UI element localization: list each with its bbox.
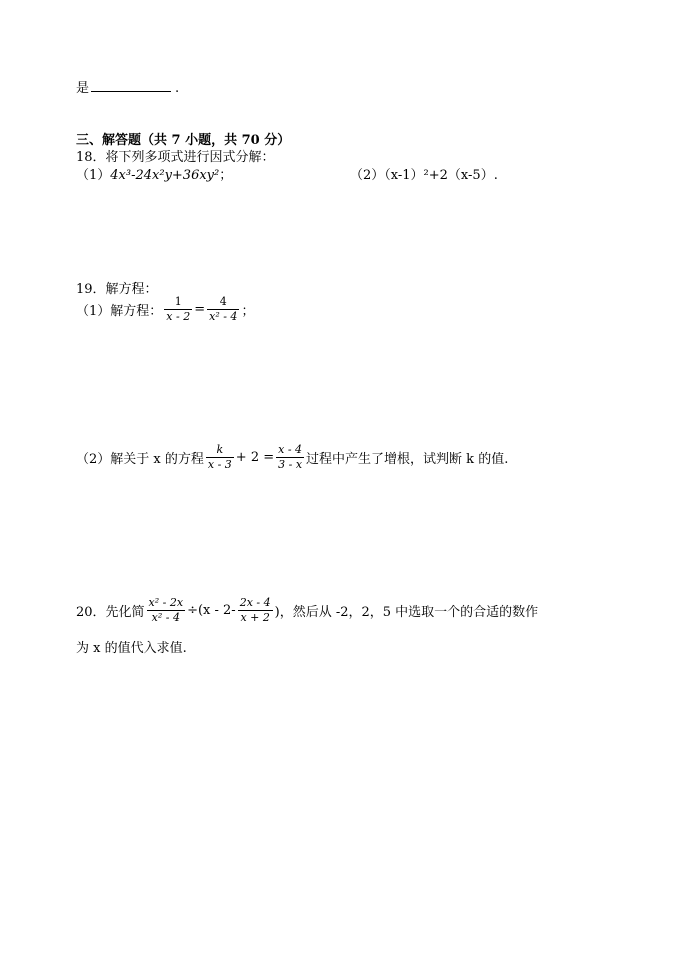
q18-title: 18．将下列多项式进行因式分解： bbox=[76, 150, 275, 165]
q20-fraction-2 bbox=[238, 597, 273, 624]
fraction-denominator: x - 2 bbox=[166, 310, 191, 324]
equals-sign: = bbox=[194, 302, 206, 318]
q19-title: 19．解方程： bbox=[76, 282, 158, 297]
top-fill-line bbox=[76, 77, 179, 96]
q20-line2: 为 x 的值代入求值. bbox=[76, 641, 187, 656]
q18-part1-label: （1） bbox=[76, 168, 111, 183]
q18-part1 bbox=[76, 164, 232, 183]
q20-prefix: 20．先化简 bbox=[76, 605, 145, 621]
q19-part2-mid: + 2 = bbox=[235, 450, 275, 466]
q20-fraction-1 bbox=[147, 597, 186, 624]
q20-close: )，然后从 -2，2，5 中选取一个的合适的数作 bbox=[274, 605, 539, 621]
top-prefix: 是 bbox=[76, 81, 90, 96]
q18-part2-expr: （x-1）²+2（x-5）. bbox=[384, 168, 498, 183]
fraction-denominator: x - 3 bbox=[207, 458, 232, 472]
fraction-denominator: x² - 4 bbox=[151, 611, 180, 625]
q18-part1-expr: 4x³-24x²y+36xy² bbox=[110, 168, 220, 183]
q18-part1-end: ； bbox=[219, 168, 233, 183]
q19-part2 bbox=[76, 444, 508, 471]
fraction-numerator: 4 bbox=[207, 296, 239, 310]
fraction-numerator: 1 bbox=[164, 296, 192, 310]
q19-part1-label: （1）解方程： bbox=[76, 304, 163, 320]
answer-blank bbox=[91, 79, 171, 92]
fraction-numerator: x - 4 bbox=[276, 444, 304, 458]
q19-part1 bbox=[76, 296, 254, 323]
section-heading: 三、解答题（共 7 小题，共 70 分） bbox=[76, 133, 291, 148]
fraction-numerator: x² - 2x bbox=[147, 597, 186, 611]
fraction-denominator: 3 - x bbox=[278, 458, 303, 472]
q19-part2-label: （2）解关于 x 的方程 bbox=[76, 452, 204, 468]
q19-part1-right-fraction bbox=[207, 296, 239, 323]
fraction-numerator: k bbox=[206, 444, 234, 458]
q19-part2-left-fraction bbox=[206, 444, 234, 471]
q19-part2-end: 过程中产生了增根，试判断 k 的值. bbox=[306, 452, 509, 468]
q18-part2-label: （2） bbox=[350, 168, 385, 183]
fraction-denominator: x + 2 bbox=[240, 611, 270, 625]
q19-part2-right-fraction bbox=[276, 444, 304, 471]
fraction-denominator: x² - 4 bbox=[209, 310, 238, 324]
q20-line1 bbox=[76, 597, 538, 624]
q20-div: ÷(x - 2- bbox=[187, 603, 236, 619]
q19-part1-left-fraction bbox=[164, 296, 192, 323]
top-suffix: . bbox=[175, 81, 180, 96]
fraction-numerator: 2x - 4 bbox=[238, 597, 273, 611]
q18-part2 bbox=[350, 164, 498, 183]
q19-part1-end: ； bbox=[241, 304, 255, 320]
